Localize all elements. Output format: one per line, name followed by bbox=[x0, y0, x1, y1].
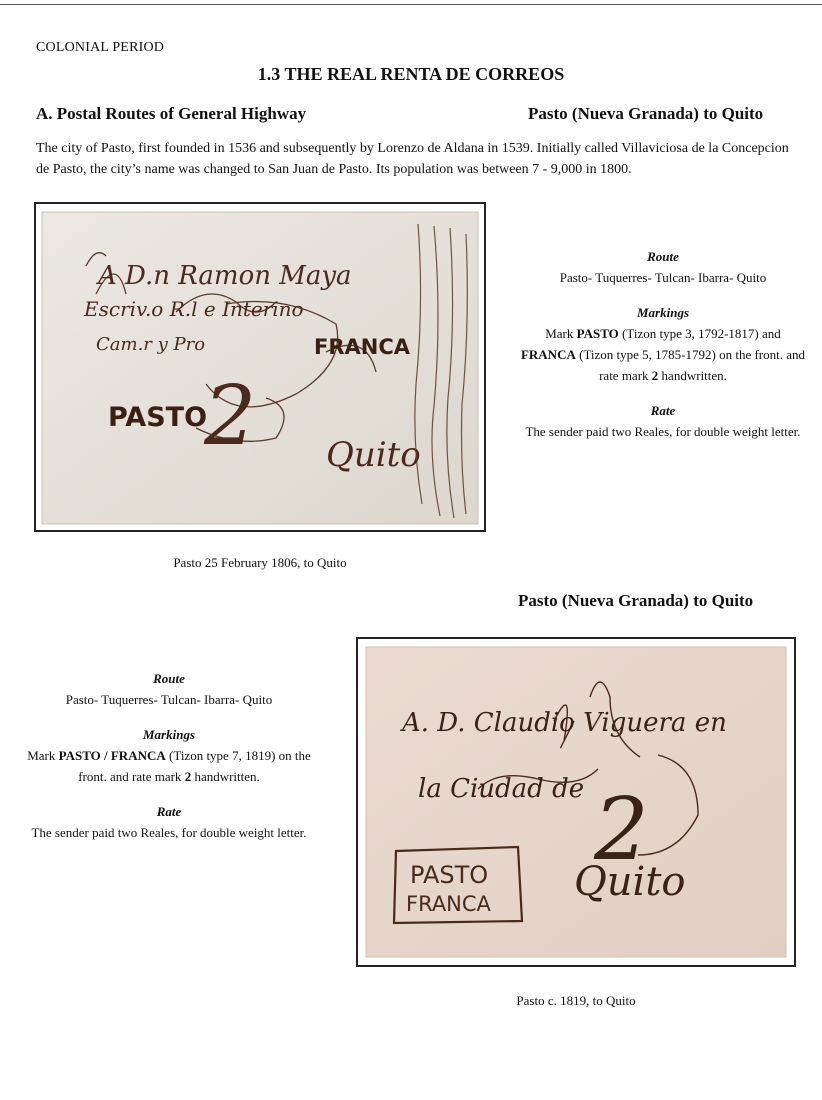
cover-2-description bbox=[24, 668, 314, 843]
cover-1-stamp-franca: FRANCA bbox=[314, 335, 411, 359]
cover-1-description bbox=[520, 246, 806, 442]
cover-1-rate-heading: Rate bbox=[650, 403, 676, 418]
cover-2-markings-text: Mark PASTO / FRANCA (Tizon type 7, 1819) on the front. and rate mark 2 handwritten. bbox=[27, 748, 311, 784]
cover-1-caption: Pasto 25 February 1806, to Quito bbox=[173, 555, 347, 570]
period-label: COLONIAL PERIOD bbox=[36, 40, 165, 55]
cover-2-route-heading: Route bbox=[153, 671, 185, 686]
cover-2-stamp-line-1: PASTO bbox=[410, 861, 489, 889]
cover-1-script-line-2: Escriv.o R.l e Interino bbox=[84, 297, 304, 321]
cover-2-caption: Pasto c. 1819, to Quito bbox=[516, 993, 636, 1008]
cover-1-script-line-3: Cam.r y Pro bbox=[96, 334, 206, 355]
page-title: 1.3 THE REAL RENTA DE CORREOS bbox=[257, 64, 565, 84]
cover-2-route: Pasto- Tuquerres- Tulcan- Ibarra- Quito bbox=[65, 692, 273, 707]
route-title-1: Pasto (Nueva Granada) to Quito bbox=[528, 104, 764, 123]
cover-2-stamp-line-2: FRANCA bbox=[406, 892, 491, 916]
cover-1-destination: Quito bbox=[326, 435, 421, 475]
cover-1-route-heading: Route bbox=[647, 249, 679, 264]
cover-1-markings-text: Mark PASTO (Tizon type 3, 1792-1817) and FRANCA (Tizon type 5, 1785-1792) on the front. and rate mark 2 handwritten. bbox=[520, 326, 806, 383]
intro-paragraph: The city of Pasto, first founded in 1536 and subsequently by Lorenzo de Aldana in 1539. Initially called Villaviciosa de la Concepcion de Pasto, the city’s name was changed to San Juan de Pasto. Its population was between 7 - 9,000 in 1800. bbox=[36, 141, 789, 177]
cover-2-script-line-2: la Ciudad de bbox=[418, 774, 585, 804]
cover-1-frame bbox=[34, 202, 486, 532]
route-title-2: Pasto (Nueva Granada) to Quito bbox=[518, 591, 754, 610]
cover-2-destination: Quito bbox=[574, 859, 686, 905]
cover-1-markings-heading: Markings bbox=[636, 305, 690, 320]
section-title: A. Postal Routes of General Highway bbox=[36, 104, 307, 123]
cover-1-stamp-pasto: PASTO bbox=[108, 402, 208, 433]
cover-1-rate: The sender paid two Reales, for double weight letter. bbox=[525, 424, 801, 439]
cover-1-image bbox=[36, 204, 484, 530]
cover-2-frame bbox=[356, 637, 796, 967]
cover-1-route: Pasto- Tuquerres- Tulcan- Ibarra- Quito bbox=[559, 270, 767, 285]
cover-2-rate-mark: 2 bbox=[594, 780, 649, 880]
cover-1-rate-mark: 2 bbox=[204, 369, 257, 464]
cover-2-image bbox=[358, 639, 794, 965]
cover-2-markings-heading: Markings bbox=[142, 727, 196, 742]
cover-2-rate-heading: Rate bbox=[156, 804, 182, 819]
cover-2-rate: The sender paid two Reales, for double weight letter. bbox=[31, 825, 307, 840]
cover-1-script-line-1: A D.n Ramon Maya bbox=[98, 261, 352, 291]
top-rule bbox=[0, 4, 822, 5]
cover-2-script-line-1: A. D. Claudio Viguera en bbox=[402, 708, 727, 738]
